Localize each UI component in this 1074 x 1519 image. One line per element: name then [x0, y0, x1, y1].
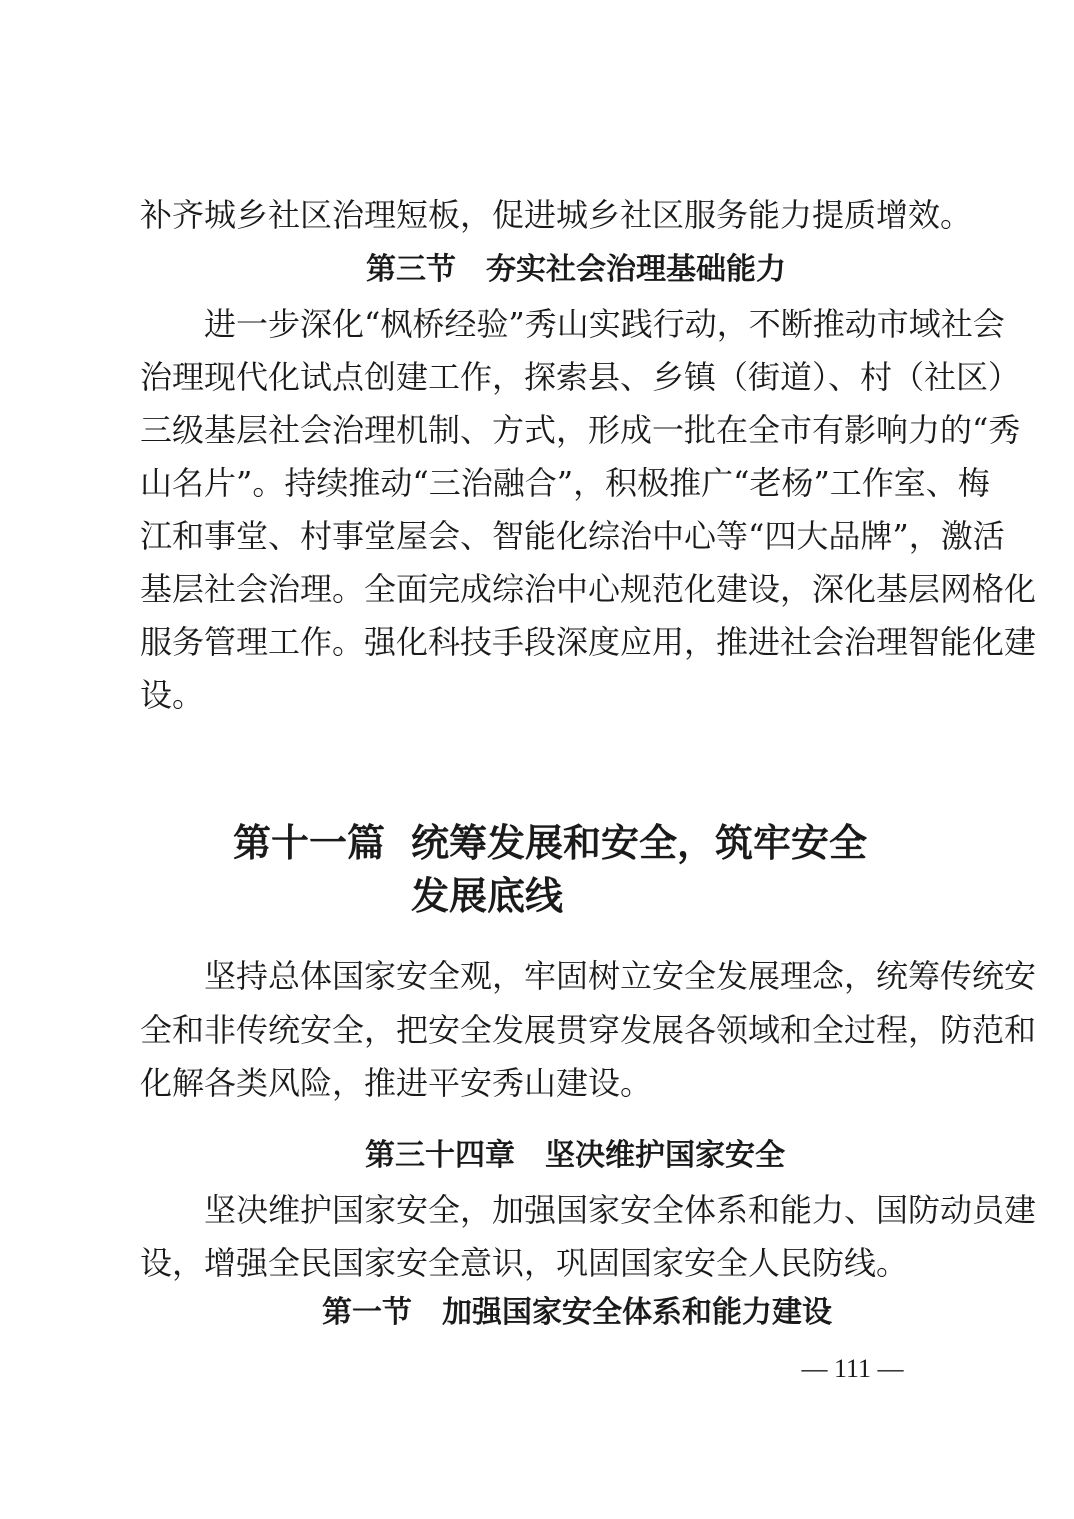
part-title-line-2: 发展底线 — [411, 874, 564, 918]
paragraph-line: 基层社会治理。全面完成综治中心规范化建设，深化基层网格化 — [140, 570, 1037, 608]
paragraph-line: 全和非传统安全，把安全发展贯穿发展各领域和全过程，防范和 — [140, 1011, 1037, 1049]
paragraph-line: 江和事堂、村事堂屋会、智能化综治中心等“四大品牌”，激活 — [140, 517, 1005, 555]
paragraph-line: 化解各类风险，推进平安秀山建设。 — [140, 1064, 653, 1102]
section-heading: 第三节 夯实社会治理基础能力 — [366, 252, 786, 287]
paragraph-line: 服务管理工作。强化科技手段深度应用，推进社会治理智能化建 — [140, 623, 1037, 661]
part-title-line-1: 统筹发展和安全，筑牢安全 — [411, 821, 868, 865]
paragraph-line: 补齐城乡社区治理短板，促进城乡社区服务能力提质增效。 — [140, 196, 973, 234]
paragraph-line: 进一步深化“枫桥经验”秀山实践行动，不断推动市域社会 — [204, 305, 1005, 343]
section-heading: 第一节 加强国家安全体系和能力建设 — [322, 1295, 832, 1330]
paragraph-line: 山名片”。持续推动“三治融合”，积极推广“老杨”工作室、梅 — [140, 464, 990, 502]
part-label: 第十一篇 — [233, 821, 386, 865]
paragraph-line: 治理现代化试点创建工作，探索县、乡镇（街道）、村（社区） — [140, 358, 1021, 396]
chapter-heading: 第三十四章 坚决维护国家安全 — [365, 1138, 785, 1173]
paragraph-line: 坚决维护国家安全，加强国家安全体系和能力、国防动员建 — [204, 1191, 1037, 1229]
paragraph-line: 设。 — [140, 676, 205, 714]
paragraph-line: 设，增强全民国家安全意识，巩固国家安全人民防线。 — [140, 1244, 909, 1282]
page-number: — 111 — — [801, 1354, 904, 1383]
paragraph-line: 坚持总体国家安全观，牢固树立安全发展理念，统筹传统安 — [204, 957, 1037, 995]
paragraph-line: 三级基层社会治理机制、方式，形成一批在全市有影响力的“秀 — [140, 411, 1021, 449]
